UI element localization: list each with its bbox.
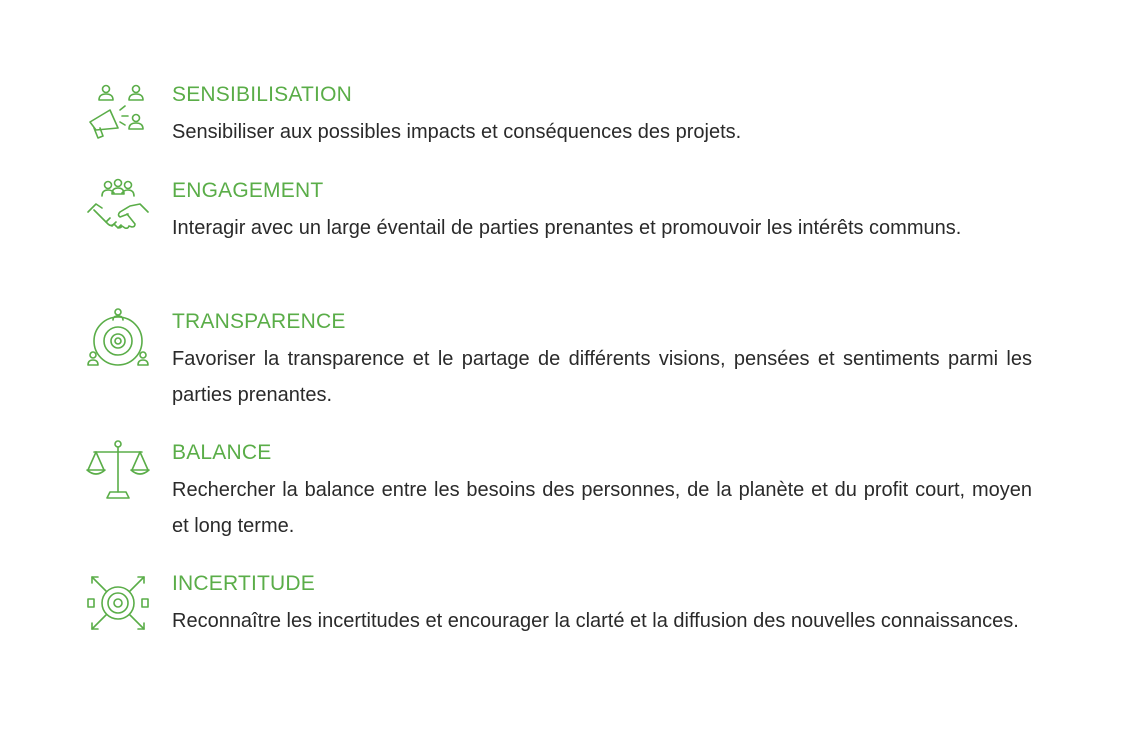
- principle-description: Reconnaître les incertitudes et encourager la clarté et la diffusion des nouvelles connaissances.: [172, 610, 1019, 632]
- target-network-icon: [84, 307, 152, 375]
- principle-title: BALANCE: [172, 441, 272, 464]
- principle-title: ENGAGEMENT: [172, 179, 324, 202]
- scales-icon: [84, 438, 152, 506]
- megaphone-people-icon: [84, 80, 152, 148]
- principle-description: Favoriser la transparence et le partage de différents visions, pensées et sentiments parmi les parties prenantes.: [172, 348, 1032, 406]
- principle-title: TRANSPARENCE: [172, 310, 346, 333]
- principle-description: Interagir avec un large éventail de parties prenantes et promouvoir les intérêts communs.: [172, 217, 962, 239]
- target-arrows-icon: [84, 569, 152, 637]
- principle-description: Sensibiliser aux possibles impacts et conséquences des projets.: [172, 121, 742, 143]
- principle-title: SENSIBILISATION: [172, 83, 352, 106]
- principle-title: INCERTITUDE: [172, 572, 315, 595]
- handshake-group-icon: [84, 176, 152, 244]
- principle-description: Rechercher la balance entre les besoins des personnes, de la planète et du profit court, moyen et long terme.: [172, 479, 1032, 537]
